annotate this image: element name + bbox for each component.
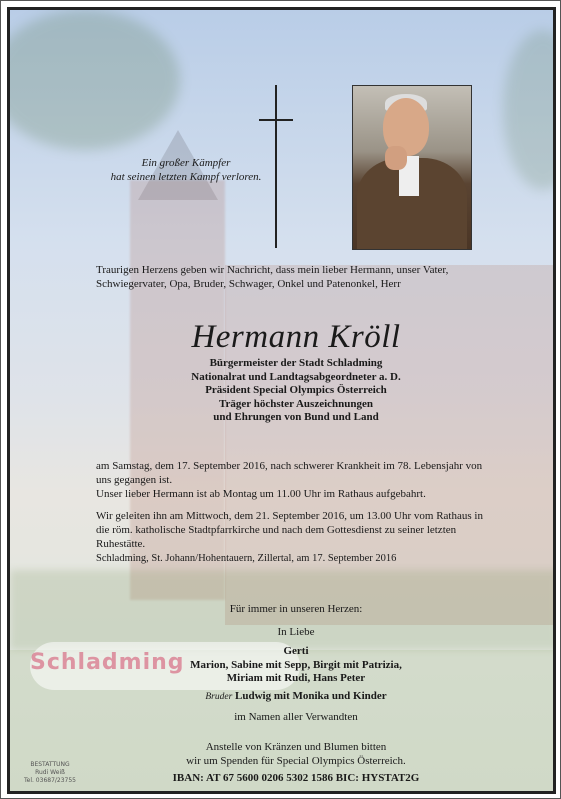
- family-list: [96, 645, 496, 686]
- donation-request: [96, 741, 496, 768]
- brother-label: Bruder: [205, 692, 233, 702]
- cross-icon-bar: [259, 119, 293, 121]
- intro-text: Traurigen Herzens geben wir Nachricht, dass mein lieber Hermann, unser Vater, Schwiegervater, Opa, Bruder, Schwager, Onkel und Patenonkel, Herr: [96, 264, 449, 290]
- portrait-photo: [352, 85, 472, 250]
- quote-line: hat seinen letzten Kampf verloren.: [110, 171, 262, 183]
- forever-line: Für immer in unseren Herzen:: [229, 603, 363, 615]
- undertaker-line: BESTATTUNG: [30, 761, 70, 768]
- family-line: Gerti: [283, 645, 309, 657]
- donation-line: Anstelle von Kränzen und Blumen bitten: [205, 741, 387, 753]
- family-line: Marion, Sabine mit Sepp, Birgit mit Patrizia,: [190, 658, 402, 671]
- title-line: Träger höchster Auszeichnungen: [218, 397, 373, 410]
- deceased-name: Hermann Kröll: [191, 319, 401, 355]
- death-notice: am Samstag, dem 17. September 2016, nach schwerer Krankheit im 78. Lebensjahr von uns gegangen ist.: [96, 460, 483, 486]
- undertaker-line: Rudi Weiß: [35, 769, 65, 776]
- brother-line: [96, 689, 496, 704]
- background-sign-text: Schladming: [30, 650, 185, 675]
- bank-details: IBAN: AT 67 5600 0206 5302 1586 BIC: HYSTAT2G: [172, 772, 420, 784]
- family-line: Miriam mit Rudi, Hans Peter: [226, 672, 366, 685]
- title-line: und Ehrungen von Bund und Land: [213, 411, 379, 424]
- quote: [96, 156, 276, 184]
- place-date: Schladming, St. Johann/Hohentauern, Zillertal, am 17. September 2016: [96, 553, 397, 564]
- donation-line: wir um Spenden für Special Olympics Österreich.: [186, 754, 406, 767]
- undertaker-imprint: [15, 761, 85, 785]
- relatives-line: im Namen aller Verwandten: [234, 711, 358, 723]
- title-line: Bürgermeister der Stadt Schladming: [209, 357, 383, 369]
- love-line: In Liebe: [277, 626, 315, 638]
- funeral-notice: Wir geleiten ihn am Mittwoch, dem 21. September 2016, um 13.00 Uhr vom Rathaus in die röm. katholische Stadtpfarrkirche und nach dem Gottesdienst zu seiner letzten Ruhestätte.: [96, 510, 483, 550]
- title-line: Nationalrat und Landtagsabgeordneter a. D.: [191, 370, 401, 383]
- title-line: Präsident Special Olympics Österreich: [205, 384, 387, 397]
- background-tree: [503, 30, 556, 190]
- background-tree: [7, 10, 180, 150]
- undertaker-line: Tel. 03687/23755: [23, 777, 76, 784]
- titles: [96, 357, 496, 425]
- brother-name: Ludwig mit Monika und Kinder: [235, 690, 387, 702]
- quote-line: Ein großer Kämpfer: [141, 157, 231, 169]
- laid-out-notice: Unser lieber Hermann ist ab Montag um 11.00 Uhr im Rathaus aufgebahrt.: [96, 488, 426, 500]
